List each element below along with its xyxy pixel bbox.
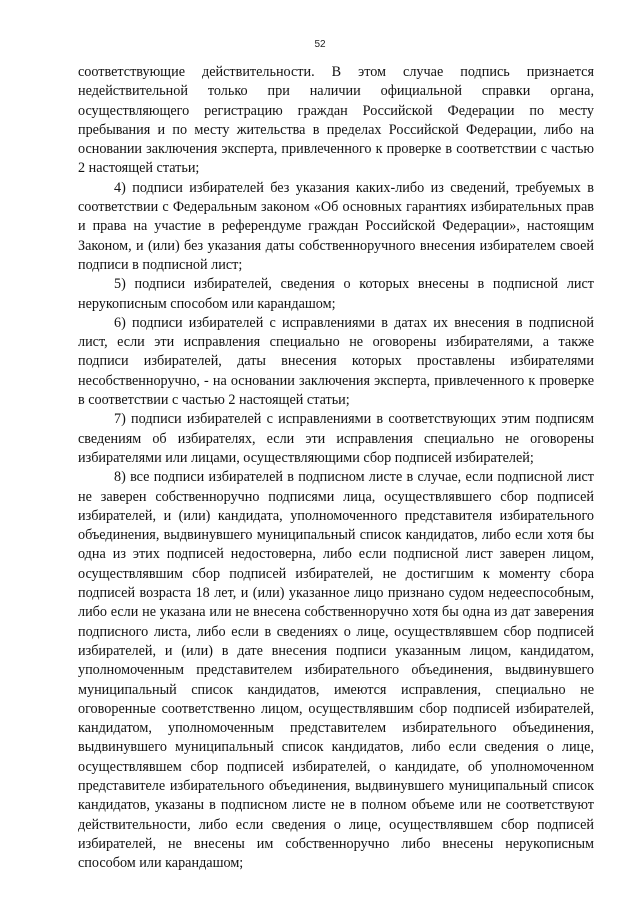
paragraph-item-6: 6) подписи избирателей с исправлениями в датах их внесения в подписной лист, если эти исправления специально не оговорены избирателями, а также подписи избирателей, даты внесения которых проставлены избирателями несобственноручно, - на основании заключения эксперта, привлеченного к проверке в соответствии с частью 2 настоящей статьи; bbox=[78, 314, 594, 409]
paragraph-item-7: 7) подписи избирателей с исправлениями в соответствующих этим подписям сведениям об избирателях, если эти исправления специально не оговорены избирателями или лицами, осуществляющими сбор подписей избирателей; bbox=[78, 411, 594, 466]
paragraph-item-8: 8) все подписи избирателей в подписном листе в случае, если подписной лист не заверен собственноручно подписями лица, осуществлявшего сбор подписей избирателей, и (или) кандидата, уполномоченного представителя избирательного объединения, выдвинувшего муниципальный список кандидатов, либо если хотя бы одна из этих подписей недостоверна, либо если подписной лист заверен лицом, осуществлявшим сбор подписей избирателей, не достигшим к моменту сбора подписей возраста 18 лет, и (или) указанное лицо признано судом недееспособным, либо если не указана или не внесена собственноручно хотя бы одна из дат заверения подписного листа, либо если в сведениях о лице, осуществлявшем сбор подписей избирателей, и (или) в дате внесения подписи указанным лицом, кандидатом, уполномоченным представителем избирательного объединения, выдвинувшего муниципальный список кандидатов, имеются исправления, специально не оговоренные соответственно лицом, осуществлявшим сбор подписей избирателей, кандидатом, уполномоченным представителем избирательного объединения, выдвинувшего муниципальный список кандидатов, либо если сведения о лице, осуществлявшем сбор подписей избирателей, о кандидате, об уполномоченном представителе избирательного объединения, выдвинувшего муниципальный список кандидатов, указаны в подписном листе не в полном объеме или не соответствуют действительности, либо если сведения о лице, осуществлявшем сбор подписей избирателей, не внесены им собственноручно либо внесены нерукописным способом или карандашом; bbox=[78, 469, 594, 872]
document-body bbox=[78, 63, 594, 873]
paragraph-item-4: 4) подписи избирателей без указания каких-либо из сведений, требуемых в соответствии с Федеральным законом «Об основных гарантиях избирательных прав и права на участие в референдуме граждан Российской Федерации», настоящим Законом, и (или) без указания даты собственноручного внесения избирателем своей подписи в подписной лист; bbox=[78, 179, 594, 273]
paragraph-continuation: соответствующие действительности. В этом случае подпись признается недействительной только при наличии официальной справки органа, осуществляющего регистрацию граждан Российской Федерации по месту пребывания и по месту жительства в пределах Российской Федерации, либо на основании заключения эксперта, привлеченного к проверке в соответствии с частью 2 настоящей статьи; bbox=[78, 64, 594, 177]
page-number: 52 bbox=[314, 39, 326, 50]
paragraph-item-5: 5) подписи избирателей, сведения о которых внесены в подписной лист нерукописным способом или карандашом; bbox=[78, 276, 594, 312]
